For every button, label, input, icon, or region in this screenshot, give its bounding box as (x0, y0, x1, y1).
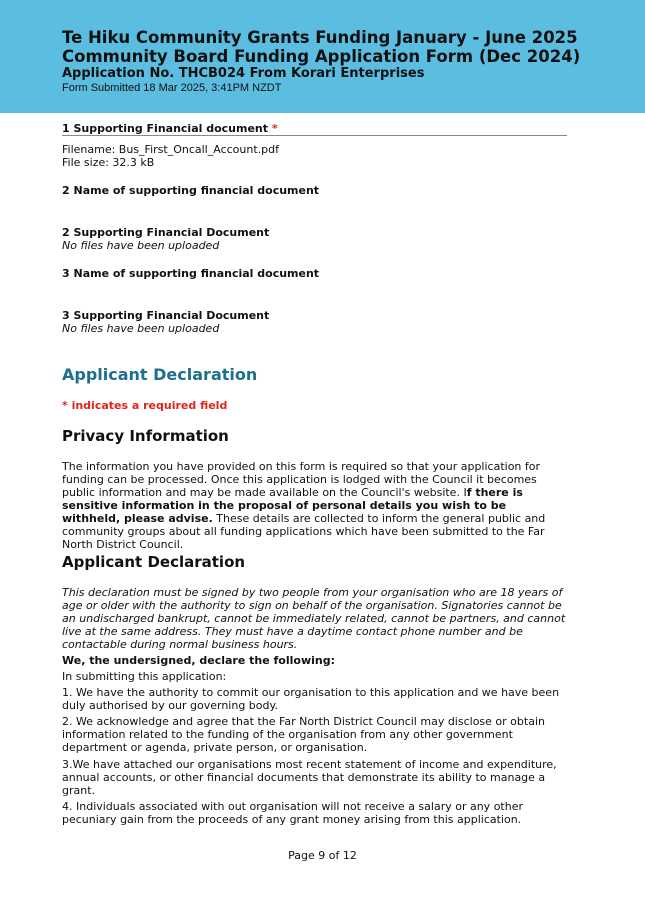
doc3-status: No files have been uploaded (62, 322, 220, 335)
declaration-item-3: 3.We have attached our organisations most recent statement of income and expenditure, annual accounts, or other financial documents that demonstrate its ability to manage a grant. (62, 758, 557, 797)
divider (62, 135, 567, 136)
privacy-text-start: The information you have provided on this form is required so that your application for funding can be processed. Once this application is lodged with the Council it becomes public information and may be made available on the Council's website. I (62, 460, 541, 499)
declaration-heading: Applicant Declaration (62, 553, 246, 571)
doc1-filename[interactable]: Filename: Bus_First_Oncall_Account.pdf (62, 143, 279, 156)
form-title-line1: Te Hiku Community Grants Funding January - June 2025 (62, 28, 578, 47)
declaration-item-1: 1. We have the authority to commit our organisation to this application and we have been duly authorised by our governing body. (62, 686, 560, 712)
doc1-label: 1 Supporting Financial document (62, 122, 269, 135)
declaration-submitting: In submitting this application: (62, 670, 227, 683)
declaration-statement: We, the undersigned, declare the following: (62, 654, 335, 667)
declaration-item-4: 4. Individuals associated with out organisation will not receive a salary or any other pecuniary gain from the proceeds of any grant money arising from this application. (62, 800, 523, 826)
declaration-item-2: 2. We acknowledge and agree that the Far North District Council may disclose or obtain information related to the funding of the organisation from any other government department or agenda, private person, or organisation. (62, 715, 545, 754)
page-number: Page 9 of 12 (288, 849, 357, 862)
form-title-line2: Community Board Funding Application Form (Dec 2024) (62, 47, 581, 66)
name3-label: 3 Name of supporting financial document (62, 267, 320, 280)
doc3-label: 3 Supporting Financial Document (62, 309, 270, 322)
application-number: Application No. THCB024 From Korari Enterprises (62, 66, 425, 81)
required-asterisk: * (271, 122, 278, 135)
doc2-label: 2 Supporting Financial Document (62, 226, 270, 239)
doc2-status: No files have been uploaded (62, 239, 220, 252)
privacy-text-bold: f there is sensitive information in the proposal of personal details you wish to be withheld, please advise. (62, 486, 523, 525)
doc1-label-row (62, 122, 278, 135)
privacy-paragraph (62, 460, 567, 551)
privacy-heading: Privacy Information (62, 427, 229, 445)
required-field-note: * indicates a required field (62, 399, 228, 412)
page-header (0, 0, 645, 113)
privacy-text-end: These details are collected to inform the general public and community groups about all funding applications which have been submitted to the Far North District Council. (62, 512, 546, 551)
doc1-filesize: File size: 32.3 kB (62, 156, 155, 169)
submitted-timestamp: Form Submitted 18 Mar 2025, 3:41PM NZDT (62, 82, 282, 94)
section-title: Applicant Declaration (62, 365, 258, 384)
declaration-intro: This declaration must be signed by two people from your organisation who are 18 years of age or older with the authority to sign on behalf of the organisation. Signatories cannot be an undischarged bankrupt, cannot be immediately related, cannot be partners, and cannot live at the same address. They must have a daytime contact phone number and be contactable during normal business hours. (62, 586, 566, 651)
name2-label: 2 Name of supporting financial document (62, 184, 320, 197)
